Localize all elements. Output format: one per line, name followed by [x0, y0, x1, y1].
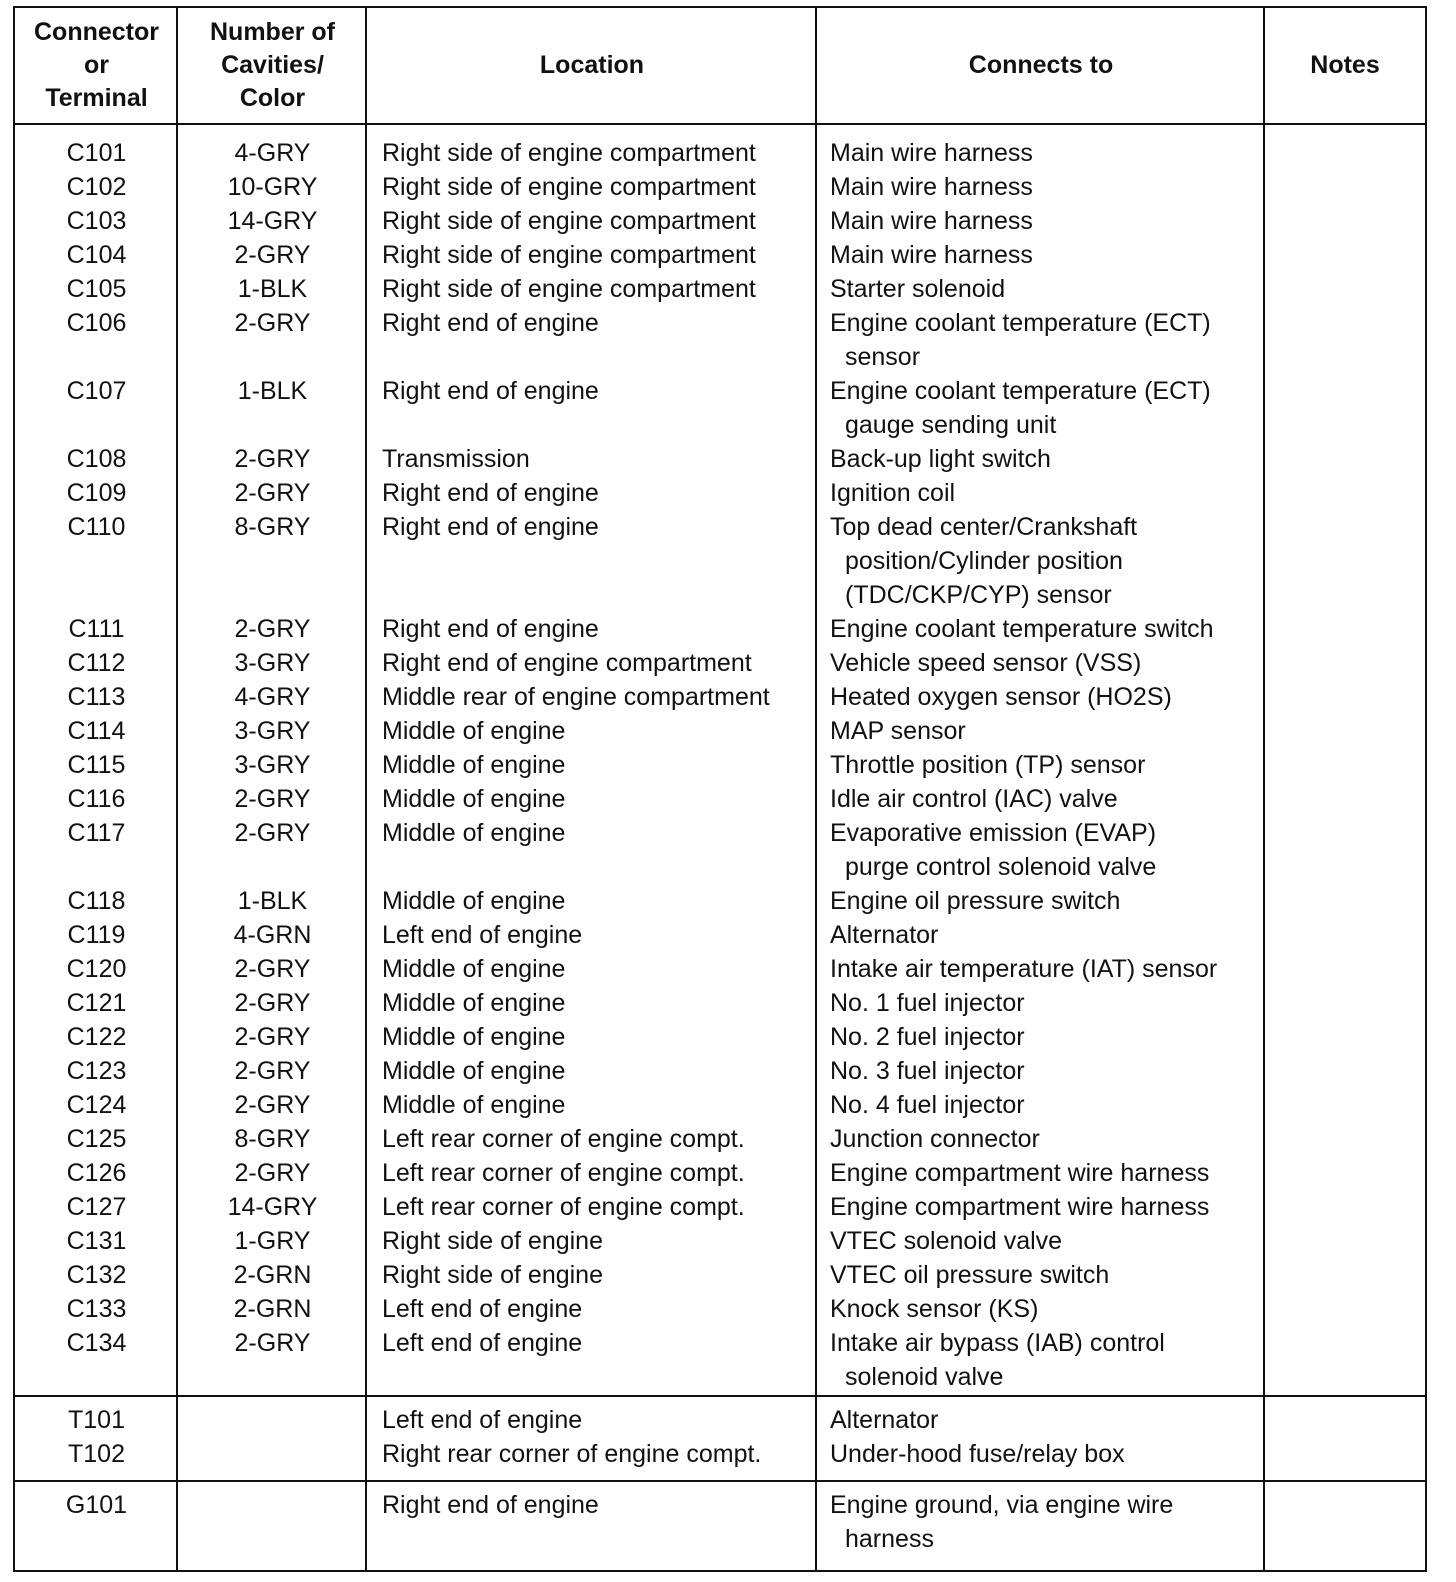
connects-to-line: Junction connector	[830, 1125, 1040, 1153]
location: Right end of engine	[382, 513, 599, 541]
cavities-color: 2-GRY	[234, 1091, 311, 1119]
connects-to-line: No. 2 fuel injector	[830, 1023, 1025, 1051]
connector-id: C103	[66, 207, 127, 235]
location: Right side of engine compartment	[382, 275, 756, 303]
connects-to-line: Intake air temperature (IAT) sensor	[830, 955, 1218, 983]
cavities-color: 2-GRY	[234, 785, 311, 813]
header-connector-line: Terminal	[45, 84, 148, 112]
connects-to-line: Main wire harness	[830, 173, 1033, 201]
location: Right side of engine compartment	[382, 241, 756, 269]
connects-to	[830, 204, 1033, 238]
connects-to-line: sensor	[845, 343, 921, 371]
cavities-color: 8-GRY	[234, 1125, 311, 1153]
location: Right end of engine	[382, 615, 599, 643]
cavities-color: 2-GRY	[234, 445, 311, 473]
connector-id: C117	[67, 819, 126, 847]
location: Left end of engine	[382, 1295, 583, 1323]
cavities-color: 10-GRY	[227, 173, 318, 201]
location: Right end of engine compartment	[382, 649, 752, 677]
connects-to-line: Vehicle speed sensor (VSS)	[830, 649, 1142, 677]
connector-id: C110	[67, 513, 126, 541]
table-row	[15, 1190, 1425, 1224]
table-row	[15, 646, 1425, 680]
connects-to	[830, 986, 1025, 1020]
location: Middle rear of engine compartment	[382, 683, 770, 711]
connects-to	[830, 374, 1211, 442]
terminal-section	[15, 1395, 1425, 1471]
location: Right side of engine compartment	[382, 207, 756, 235]
connects-to-line: Top dead center/Crankshaft	[830, 513, 1138, 541]
cavities-color: 3-GRY	[234, 649, 311, 677]
connects-to-line: VTEC oil pressure switch	[830, 1261, 1110, 1289]
table-row	[15, 170, 1425, 204]
connects-to-line: No. 4 fuel injector	[830, 1091, 1025, 1119]
connects-to-line: Engine coolant temperature (ECT)	[830, 309, 1211, 337]
connects-to-line: Main wire harness	[830, 241, 1033, 269]
connects-to-line: Throttle position (TP) sensor	[830, 751, 1146, 779]
cavities-color: 2-GRY	[234, 989, 311, 1017]
connects-to	[830, 238, 1033, 272]
location: Middle of engine	[382, 989, 566, 1017]
connector-id: C119	[67, 921, 126, 949]
connects-to-line: solenoid valve	[845, 1363, 1004, 1391]
cavities-color: 2-GRY	[234, 1329, 311, 1357]
connects-to-line: Back-up light switch	[830, 445, 1051, 473]
connects-to	[830, 1122, 1040, 1156]
connects-to-line: Engine oil pressure switch	[830, 887, 1121, 915]
table-row	[15, 238, 1425, 272]
table-row	[15, 272, 1425, 306]
table-row	[15, 952, 1425, 986]
connector-id: C112	[67, 649, 126, 677]
location: Left rear corner of engine compt.	[382, 1193, 745, 1221]
connects-to	[830, 1437, 1125, 1471]
table-row	[15, 714, 1425, 748]
connects-to-line: No. 3 fuel injector	[830, 1057, 1025, 1085]
location: Middle of engine	[382, 751, 566, 779]
location: Right end of engine	[382, 377, 599, 405]
cavities-color: 14-GRY	[227, 1193, 318, 1221]
connector-id: C134	[66, 1329, 127, 1357]
connector-id: C105	[66, 275, 127, 303]
connector-id: C126	[66, 1159, 127, 1187]
location: Right end of engine	[382, 1491, 599, 1519]
connects-to	[830, 1292, 1038, 1326]
cavities-color: 4-GRY	[234, 683, 311, 711]
connects-to	[830, 272, 1005, 306]
table-row	[15, 680, 1425, 714]
ground-section	[15, 1480, 1425, 1556]
cavities-color: 2-GRY	[234, 819, 311, 847]
connector-id: C116	[67, 785, 126, 813]
connects-to	[830, 1488, 1173, 1556]
connector-id: T102	[68, 1440, 125, 1468]
location: Left rear corner of engine compt.	[382, 1159, 745, 1187]
connects-to	[830, 306, 1211, 374]
connector-section	[15, 136, 1425, 1394]
connects-to	[830, 476, 955, 510]
connector-id: C125	[66, 1125, 127, 1153]
table-row	[15, 748, 1425, 782]
cavities-color: 1-GRY	[234, 1227, 311, 1255]
connector-id: C123	[66, 1057, 127, 1085]
cavities-color: 2-GRY	[234, 1057, 311, 1085]
connector-id: C106	[66, 309, 127, 337]
table-row	[15, 1122, 1425, 1156]
cavities-color: 1-BLK	[237, 275, 308, 303]
location: Middle of engine	[382, 717, 566, 745]
connector-id: C124	[66, 1091, 127, 1119]
connects-to	[830, 1326, 1165, 1394]
connects-to-line: MAP sensor	[830, 717, 966, 745]
connector-id: C107	[66, 377, 127, 405]
location: Left rear corner of engine compt.	[382, 1125, 745, 1153]
table-row	[15, 1088, 1425, 1122]
table-row	[15, 1403, 1425, 1437]
connects-to-line: Under-hood fuse/relay box	[830, 1440, 1125, 1468]
location: Middle of engine	[382, 819, 566, 847]
header-connector-line: Connector	[34, 18, 159, 46]
cavities-color: 2-GRY	[234, 241, 311, 269]
connects-to-line: gauge sending unit	[845, 411, 1057, 439]
location: Left end of engine	[382, 1406, 583, 1434]
connects-to-line: Evaporative emission (EVAP)	[830, 819, 1157, 847]
connects-to	[830, 680, 1172, 714]
header-cavities-line: Color	[239, 84, 306, 112]
connects-to	[830, 714, 966, 748]
connector-id: C102	[66, 173, 127, 201]
cavities-color: 1-BLK	[237, 887, 308, 915]
connects-to	[830, 1258, 1109, 1292]
table-row	[15, 1156, 1425, 1190]
table-row	[15, 986, 1425, 1020]
cavities-color: 2-GRY	[234, 479, 311, 507]
table-row	[15, 1488, 1425, 1556]
location: Left end of engine	[382, 921, 583, 949]
table-row	[15, 1258, 1425, 1292]
table-row	[15, 136, 1425, 170]
connects-to	[830, 918, 938, 952]
connects-to	[830, 1190, 1209, 1224]
table-row	[15, 1326, 1425, 1394]
location: Right side of engine compartment	[382, 173, 756, 201]
connector-id: C127	[66, 1193, 127, 1221]
header-notes: Notes	[1310, 51, 1380, 79]
connector-id: C101	[66, 139, 127, 167]
cavities-color: 14-GRY	[227, 207, 318, 235]
cavities-color: 4-GRY	[234, 139, 311, 167]
table-row	[15, 374, 1425, 442]
connector-table	[13, 6, 1427, 1572]
connects-to-line: Engine compartment wire harness	[830, 1193, 1210, 1221]
connector-id: G101	[65, 1491, 128, 1519]
connects-to	[830, 884, 1120, 918]
connects-to	[830, 1020, 1025, 1054]
connects-to	[830, 136, 1033, 170]
connects-to	[830, 1224, 1062, 1258]
cavities-color: 2-GRY	[234, 1023, 311, 1051]
connects-to	[830, 442, 1051, 476]
table-row	[15, 442, 1425, 476]
connects-to	[830, 1054, 1025, 1088]
connects-to-line: Engine compartment wire harness	[830, 1159, 1210, 1187]
location: Middle of engine	[382, 1023, 566, 1051]
cavities-color: 8-GRY	[234, 513, 311, 541]
connects-to-line: Idle air control (IAC) valve	[830, 785, 1118, 813]
connector-id: C114	[67, 717, 126, 745]
connector-id: C133	[66, 1295, 127, 1323]
connects-to	[830, 170, 1033, 204]
location: Right end of engine	[382, 309, 599, 337]
connects-to	[830, 1088, 1025, 1122]
connects-to	[830, 1156, 1209, 1190]
connects-to-line: purge control solenoid valve	[845, 853, 1157, 881]
location: Right side of engine compartment	[382, 139, 756, 167]
connects-to	[830, 612, 1214, 646]
connector-id: C121	[66, 989, 127, 1017]
cavities-color: 2-GRN	[233, 1295, 312, 1323]
connects-to	[830, 646, 1141, 680]
location: Right rear corner of engine compt.	[382, 1440, 762, 1468]
table-row	[15, 204, 1425, 238]
table-header	[15, 8, 1425, 125]
connects-to	[830, 1403, 938, 1437]
connector-id: C111	[68, 615, 125, 643]
connects-to-line: Engine coolant temperature (ECT)	[830, 377, 1211, 405]
cavities-color: 2-GRY	[234, 1159, 311, 1187]
location: Transmission	[382, 445, 530, 473]
header-location: Location	[539, 51, 645, 79]
header-connector	[15, 8, 178, 123]
table-row	[15, 510, 1425, 612]
table-row	[15, 1437, 1425, 1471]
cavities-color: 3-GRY	[234, 717, 311, 745]
header-connects-to: Connects to	[968, 51, 1114, 79]
connects-to	[830, 510, 1137, 612]
connects-to	[830, 782, 1118, 816]
connects-to	[830, 816, 1156, 884]
location: Middle of engine	[382, 785, 566, 813]
header-cavities-line: Number of	[210, 18, 335, 46]
cavities-color: 1-BLK	[237, 377, 308, 405]
table-row	[15, 918, 1425, 952]
connects-to-line: No. 1 fuel injector	[830, 989, 1025, 1017]
connector-id: C132	[66, 1261, 127, 1289]
table-row	[15, 782, 1425, 816]
table-row	[15, 1020, 1425, 1054]
location: Middle of engine	[382, 887, 566, 915]
location: Right end of engine	[382, 479, 599, 507]
connects-to-line: Alternator	[830, 921, 939, 949]
table-row	[15, 884, 1425, 918]
header-cavities	[178, 8, 367, 123]
connects-to-line: Main wire harness	[830, 139, 1033, 167]
cavities-color: 2-GRN	[233, 1261, 312, 1289]
connects-to-line: Main wire harness	[830, 207, 1033, 235]
connects-to-line: harness	[845, 1525, 934, 1553]
table-row	[15, 476, 1425, 510]
table-row	[15, 306, 1425, 374]
connects-to-line: Alternator	[830, 1406, 939, 1434]
connects-to-line: position/Cylinder position	[845, 547, 1123, 575]
cavities-color: 2-GRY	[234, 309, 311, 337]
connector-id: C115	[67, 751, 126, 779]
connector-id: C108	[66, 445, 127, 473]
connector-id: C104	[66, 241, 127, 269]
table-row	[15, 816, 1425, 884]
location: Right side of engine	[382, 1261, 603, 1289]
location: Right side of engine	[382, 1227, 603, 1255]
connector-id: C113	[67, 683, 126, 711]
cavities-color: 2-GRY	[234, 615, 311, 643]
cavities-color: 2-GRY	[234, 955, 311, 983]
table-row	[15, 612, 1425, 646]
connects-to	[830, 748, 1145, 782]
connector-id: C122	[66, 1023, 127, 1051]
cavities-color: 4-GRN	[233, 921, 312, 949]
connects-to-line: Heated oxygen sensor (HO2S)	[830, 683, 1172, 711]
connects-to-line: Intake air bypass (IAB) control	[830, 1329, 1165, 1357]
location: Middle of engine	[382, 1091, 566, 1119]
table-row	[15, 1224, 1425, 1258]
connects-to-line: Starter solenoid	[830, 275, 1006, 303]
table-row	[15, 1292, 1425, 1326]
location: Left end of engine	[382, 1329, 583, 1357]
connects-to-line: Ignition coil	[830, 479, 956, 507]
table-row	[15, 1054, 1425, 1088]
connects-to-line: Knock sensor (KS)	[830, 1295, 1039, 1323]
connects-to	[830, 952, 1217, 986]
location: Middle of engine	[382, 1057, 566, 1085]
header-cavities-line: Cavities/	[221, 51, 324, 79]
connects-to-line: VTEC solenoid valve	[830, 1227, 1063, 1255]
header-connector-line: or	[84, 51, 109, 79]
connects-to-line: Engine ground, via engine wire	[830, 1491, 1174, 1519]
location: Middle of engine	[382, 955, 566, 983]
cavities-color: 3-GRY	[234, 751, 311, 779]
connector-id: T101	[68, 1406, 125, 1434]
connector-id: C131	[66, 1227, 127, 1255]
connector-id: C109	[66, 479, 127, 507]
connector-id: C118	[67, 887, 126, 915]
connector-id: C120	[66, 955, 127, 983]
connects-to-line: (TDC/CKP/CYP) sensor	[845, 581, 1112, 609]
connects-to-line: Engine coolant temperature switch	[830, 615, 1214, 643]
